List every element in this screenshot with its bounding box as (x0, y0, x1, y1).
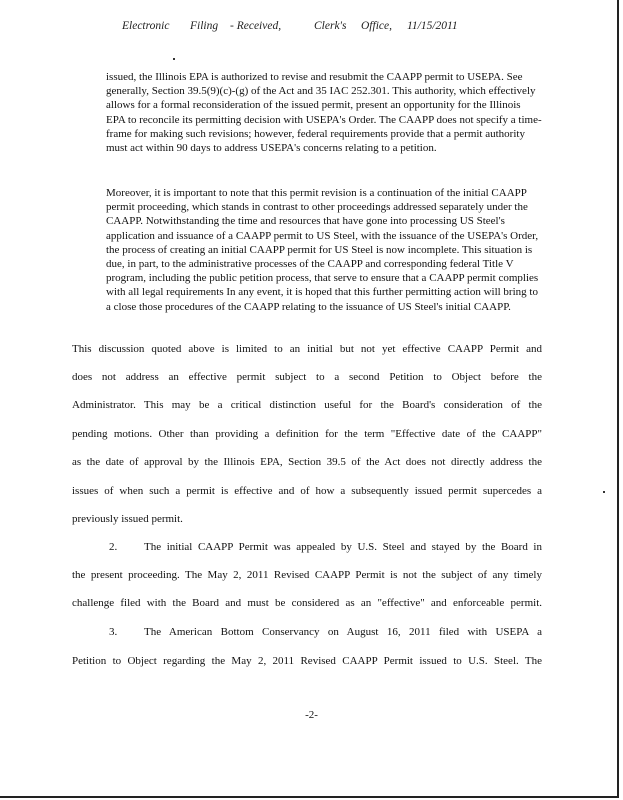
header-filing: Filing (190, 20, 219, 32)
body-line: The American Bottom Conservancy on August 16, 2011 filed with USEPA a (144, 626, 542, 638)
header-clerks: Clerk's (314, 20, 347, 32)
scan-speck (603, 491, 605, 493)
filing-header (0, 20, 623, 36)
body-line: as the date of approval by the Illinois EPA, Section 39.5 of the Act does not directly address the (72, 456, 542, 468)
scan-speck (173, 58, 175, 60)
paragraph-number-3: 3. (109, 626, 118, 638)
header-date: 11/15/2011 (407, 20, 458, 32)
body-line: previously issued permit. (72, 513, 183, 525)
body-line: does not address an effective permit subject to a second Petition to Object before the (72, 371, 542, 383)
body-line: the present proceeding. The May 2, 2011 Revised CAAPP Permit is not the subject of any timely (72, 569, 542, 581)
body-line: issues of when such a permit is effective and of how a subsequently issued permit supercedes a (72, 485, 542, 497)
page-number: -2- (305, 709, 318, 721)
header-electronic: Electronic (122, 20, 170, 32)
body-line: challenge filed with the Board and must be considered as an "effective" and enforceable permit. (72, 597, 542, 609)
body-line: Petition to Object regarding the May 2, 2011 Revised CAAPP Permit issued to U.S. Steel. The (72, 655, 542, 667)
block-quote-paragraph-2: Moreover, it is important to note that this permit revision is a continuation of the initial CAAPP permit proceeding, which stands in contrast to other proceedings addressed separately under the CAAPP. Notwithstanding the time and resources that have gone into processing US Steel's application and issuance of a CAAPP permit to US Steel, with the issuance of the USEPA's Order, the process of creating an initial CAAPP permit for US Steel is now incomplete. This situation is due, in part, to the administrative processes of the CAAPP and corresponding federal Title V program, including the public petition process, that serve to ensure that a CAAPP permit complies with all legal requirements In any event, it is hoped that this further permitting action will bring to a close those procedures of the CAAPP relating to the issuance of US Steel's initial CAAPP. (106, 187, 539, 313)
header-office: Office, (361, 20, 392, 32)
block-quote-paragraph-1: issued, the Illinois EPA is authorized to revise and resubmit the CAAPP permit to USEPA. See generally, Section 39.5(9)(c)-(g) of the Act and 35 IAC 252.301. This authority, which effectively allows for a formal reconsideration of the issued permit, present an opportunity for the Illinois EPA to reconcile its permitting decision with USEPA's Order. The CAAPP does not specify a time-frame for making such revisions; however, federal requirements provide that a permit authority must act within 90 days to address USEPA's concerns relating to a petition. (106, 71, 542, 155)
body-line: Administrator. This may be a critical distinction useful for the Board's consideration of the (72, 399, 542, 411)
body-line: The initial CAAPP Permit was appealed by U.S. Steel and stayed by the Board in (144, 541, 542, 553)
body-line: This discussion quoted above is limited to an initial but not yet effective CAAPP Permit and (72, 343, 542, 355)
body-line: pending motions. Other than providing a definition for the term "Effective date of the CAAPP" (72, 428, 542, 440)
header-received: - Received, (230, 20, 282, 32)
paragraph-number-2: 2. (109, 541, 118, 553)
